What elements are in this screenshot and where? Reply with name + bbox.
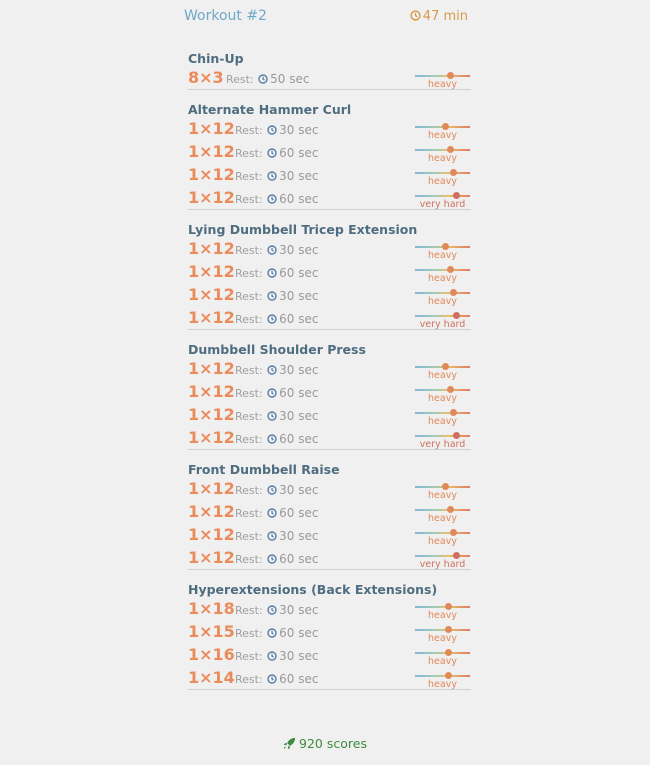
workout-title: Workout #2: [184, 8, 267, 24]
set-row: [188, 426, 471, 449]
intensity-slider[interactable]: [415, 527, 470, 547]
intensity-slider[interactable]: [415, 384, 470, 404]
rest-info: [226, 72, 310, 87]
rest-time: 60 sec: [279, 432, 319, 446]
intensity-slider[interactable]: [415, 287, 470, 307]
slider-thumb[interactable]: [447, 386, 454, 393]
rest-label: Rest:: [235, 244, 263, 257]
score-value: 920 scores: [299, 736, 367, 751]
intensity-slider[interactable]: [415, 70, 470, 90]
slider-track: [415, 435, 470, 437]
rest-time: 30 sec: [279, 169, 319, 183]
intensity-label: heavy: [428, 633, 457, 644]
rest-info: [235, 672, 319, 687]
rest-info: [235, 529, 319, 544]
rest-info: [235, 266, 319, 281]
slider-thumb[interactable]: [453, 312, 460, 319]
set-reps: 1×12: [188, 142, 235, 161]
set-reps: 1×16: [188, 645, 235, 664]
rest-label: Rest:: [235, 290, 263, 303]
intensity-slider[interactable]: [415, 430, 470, 450]
slider-track: [415, 555, 470, 557]
set-row: [188, 117, 471, 140]
set-row: [188, 260, 471, 283]
slider-thumb[interactable]: [442, 123, 449, 130]
set-reps: 1×12: [188, 502, 235, 521]
set-reps: 1×12: [188, 405, 235, 424]
rest-label: Rest:: [235, 627, 263, 640]
intensity-label: very hard: [419, 199, 466, 210]
rest-label: Rest:: [235, 410, 263, 423]
rest-info: [235, 432, 319, 447]
slider-thumb[interactable]: [447, 506, 454, 513]
exercise-name: Front Dumbbell Raise: [188, 462, 340, 477]
set-reps: 1×12: [188, 262, 235, 281]
rest-time: 60 sec: [279, 266, 319, 280]
slider-track: [415, 606, 470, 608]
slider-thumb[interactable]: [445, 649, 452, 656]
rest-time: 30 sec: [279, 529, 319, 543]
clock-icon: [267, 388, 277, 398]
slider-track: [415, 315, 470, 317]
set-row: [188, 380, 471, 403]
rest-info: [235, 506, 319, 521]
rest-label: Rest:: [235, 553, 263, 566]
intensity-label: very hard: [419, 319, 466, 330]
clock-icon: [267, 171, 277, 181]
exercise-block: [188, 223, 471, 330]
exercise-block: [188, 583, 471, 690]
exercise-block: [188, 52, 471, 90]
clock-icon: [267, 485, 277, 495]
rest-info: [235, 312, 319, 327]
set-reps: 1×12: [188, 428, 235, 447]
rest-info: [235, 386, 319, 401]
intensity-label: heavy: [428, 656, 457, 667]
slider-track: [415, 389, 470, 391]
slider-thumb[interactable]: [445, 672, 452, 679]
clock-icon: [267, 605, 277, 615]
set-reps: 1×12: [188, 382, 235, 401]
slider-thumb[interactable]: [447, 72, 454, 79]
rest-time: 50 sec: [270, 72, 310, 86]
intensity-label: heavy: [428, 536, 457, 547]
slider-track: [415, 629, 470, 631]
slider-thumb[interactable]: [450, 289, 457, 296]
intensity-label: heavy: [428, 79, 457, 90]
rest-label: Rest:: [226, 73, 254, 86]
intensity-label: heavy: [428, 176, 457, 187]
slider-track: [415, 195, 470, 197]
slider-track: [415, 269, 470, 271]
set-reps: 1×18: [188, 599, 235, 618]
intensity-label: heavy: [428, 153, 457, 164]
duration: [410, 9, 468, 24]
rest-label: Rest:: [235, 124, 263, 137]
set-row: [188, 666, 471, 689]
rest-label: Rest:: [235, 387, 263, 400]
rest-time: 30 sec: [279, 409, 319, 423]
set-row: [188, 306, 471, 329]
slider-track: [415, 412, 470, 414]
rest-time: 30 sec: [279, 123, 319, 137]
rest-time: 60 sec: [279, 672, 319, 686]
rest-info: [235, 146, 319, 161]
rest-time: 60 sec: [279, 506, 319, 520]
slider-track: [415, 75, 470, 77]
rest-info: [235, 649, 319, 664]
slider-thumb[interactable]: [447, 146, 454, 153]
set-row: [188, 163, 471, 186]
set-row: [188, 237, 471, 260]
rest-time: 60 sec: [279, 386, 319, 400]
rest-info: [235, 289, 319, 304]
set-row: [188, 500, 471, 523]
rest-label: Rest:: [235, 484, 263, 497]
set-reps: 1×12: [188, 548, 235, 567]
intensity-slider[interactable]: [415, 190, 470, 210]
exercise-list: [188, 50, 471, 703]
rocket-icon: [283, 737, 296, 750]
workout-header: [184, 8, 468, 26]
intensity-label: heavy: [428, 416, 457, 427]
slider-thumb[interactable]: [450, 409, 457, 416]
slider-thumb[interactable]: [453, 432, 460, 439]
intensity-slider[interactable]: [415, 310, 470, 330]
slider-track: [415, 172, 470, 174]
rest-info: [235, 192, 319, 207]
rest-label: Rest:: [235, 604, 263, 617]
set-reps: 1×12: [188, 359, 235, 378]
rest-time: 30 sec: [279, 363, 319, 377]
rest-info: [235, 409, 319, 424]
intensity-slider[interactable]: [415, 241, 470, 261]
exercise-name: Hyperextensions (Back Extensions): [188, 582, 438, 597]
intensity-label: heavy: [428, 273, 457, 284]
set-row: [188, 66, 471, 89]
set-reps: 1×12: [188, 525, 235, 544]
clock-icon: [267, 628, 277, 638]
slider-thumb[interactable]: [453, 192, 460, 199]
rest-time: 30 sec: [279, 483, 319, 497]
rest-time: 30 sec: [279, 243, 319, 257]
set-row: [188, 620, 471, 643]
intensity-slider[interactable]: [415, 670, 470, 690]
set-row: [188, 283, 471, 306]
rest-info: [235, 483, 319, 498]
rest-label: Rest:: [235, 267, 263, 280]
exercise-name: Lying Dumbbell Tricep Extension: [188, 222, 418, 237]
set-row: [188, 186, 471, 209]
set-reps: 1×12: [188, 165, 235, 184]
clock-icon: [410, 10, 421, 21]
clock-icon: [267, 314, 277, 324]
rest-info: [235, 552, 319, 567]
set-row: [188, 403, 471, 426]
exercise-block: [188, 463, 471, 570]
exercise-name: Dumbbell Shoulder Press: [188, 342, 366, 357]
set-row: [188, 357, 471, 380]
intensity-slider[interactable]: [415, 407, 470, 427]
intensity-label: heavy: [428, 513, 457, 524]
exercise-block: [188, 103, 471, 210]
intensity-slider[interactable]: [415, 361, 470, 381]
clock-icon: [267, 245, 277, 255]
set-reps: 8×3: [188, 68, 224, 87]
intensity-slider[interactable]: [415, 144, 470, 164]
clock-icon: [258, 74, 268, 84]
set-row: [188, 546, 471, 569]
rest-time: 60 sec: [279, 312, 319, 326]
rest-label: Rest:: [235, 147, 263, 160]
intensity-label: heavy: [428, 250, 457, 261]
rest-info: [235, 123, 319, 138]
intensity-label: heavy: [428, 393, 457, 404]
set-row: [188, 597, 471, 620]
rest-label: Rest:: [235, 364, 263, 377]
slider-thumb[interactable]: [450, 529, 457, 536]
rest-time: 60 sec: [279, 626, 319, 640]
intensity-slider[interactable]: [415, 167, 470, 187]
clock-icon: [267, 194, 277, 204]
slider-thumb[interactable]: [445, 626, 452, 633]
intensity-label: heavy: [428, 296, 457, 307]
set-reps: 1×14: [188, 668, 235, 687]
intensity-label: heavy: [428, 130, 457, 141]
intensity-slider[interactable]: [415, 481, 470, 501]
slider-track: [415, 675, 470, 677]
set-reps: 1×12: [188, 285, 235, 304]
slider-thumb[interactable]: [442, 483, 449, 490]
score-footer: [0, 736, 650, 751]
rest-info: [235, 603, 319, 618]
set-reps: 1×12: [188, 188, 235, 207]
slider-track: [415, 532, 470, 534]
rest-label: Rest:: [235, 193, 263, 206]
rest-label: Rest:: [235, 507, 263, 520]
rest-time: 60 sec: [279, 146, 319, 160]
rest-info: [235, 363, 319, 378]
intensity-slider[interactable]: [415, 647, 470, 667]
intensity-slider[interactable]: [415, 624, 470, 644]
clock-icon: [267, 531, 277, 541]
rest-time: 30 sec: [279, 649, 319, 663]
slider-thumb[interactable]: [445, 603, 452, 610]
clock-icon: [267, 674, 277, 684]
exercise-name: Alternate Hammer Curl: [188, 102, 352, 117]
exercise-name: Chin-Up: [188, 51, 244, 66]
rest-label: Rest:: [235, 673, 263, 686]
set-reps: 1×12: [188, 308, 235, 327]
rest-label: Rest:: [235, 433, 263, 446]
rest-info: [235, 626, 319, 641]
rest-time: 60 sec: [279, 192, 319, 206]
rest-label: Rest:: [235, 313, 263, 326]
rest-time: 30 sec: [279, 603, 319, 617]
set-row: [188, 140, 471, 163]
rest-label: Rest:: [235, 650, 263, 663]
slider-thumb[interactable]: [447, 266, 454, 273]
clock-icon: [267, 651, 277, 661]
slider-track: [415, 652, 470, 654]
slider-track: [415, 292, 470, 294]
rest-time: 60 sec: [279, 552, 319, 566]
clock-icon: [267, 125, 277, 135]
intensity-label: very hard: [419, 439, 466, 450]
set-reps: 1×12: [188, 119, 235, 138]
intensity-label: heavy: [428, 610, 457, 621]
set-row: [188, 523, 471, 546]
slider-track: [415, 509, 470, 511]
intensity-slider[interactable]: [415, 264, 470, 284]
rest-info: [235, 243, 319, 258]
clock-icon: [267, 291, 277, 301]
set-reps: 1×15: [188, 622, 235, 641]
slider-thumb[interactable]: [442, 363, 449, 370]
intensity-slider[interactable]: [415, 601, 470, 621]
rest-info: [235, 169, 319, 184]
intensity-label: heavy: [428, 370, 457, 381]
clock-icon: [267, 434, 277, 444]
set-row: [188, 477, 471, 500]
slider-thumb[interactable]: [442, 243, 449, 250]
slider-thumb[interactable]: [450, 169, 457, 176]
slider-thumb[interactable]: [453, 552, 460, 559]
intensity-slider[interactable]: [415, 504, 470, 524]
exercise-block: [188, 343, 471, 450]
intensity-label: heavy: [428, 490, 457, 501]
duration-value: 47 min: [422, 9, 468, 24]
rest-label: Rest:: [235, 170, 263, 183]
intensity-label: very hard: [419, 559, 466, 570]
intensity-label: heavy: [428, 679, 457, 690]
rest-label: Rest:: [235, 530, 263, 543]
set-row: [188, 643, 471, 666]
clock-icon: [267, 508, 277, 518]
slider-track: [415, 149, 470, 151]
clock-icon: [267, 365, 277, 375]
set-reps: 1×12: [188, 239, 235, 258]
clock-icon: [267, 148, 277, 158]
clock-icon: [267, 554, 277, 564]
clock-icon: [267, 268, 277, 278]
intensity-slider[interactable]: [415, 550, 470, 570]
rest-time: 30 sec: [279, 289, 319, 303]
intensity-slider[interactable]: [415, 121, 470, 141]
set-reps: 1×12: [188, 479, 235, 498]
clock-icon: [267, 411, 277, 421]
